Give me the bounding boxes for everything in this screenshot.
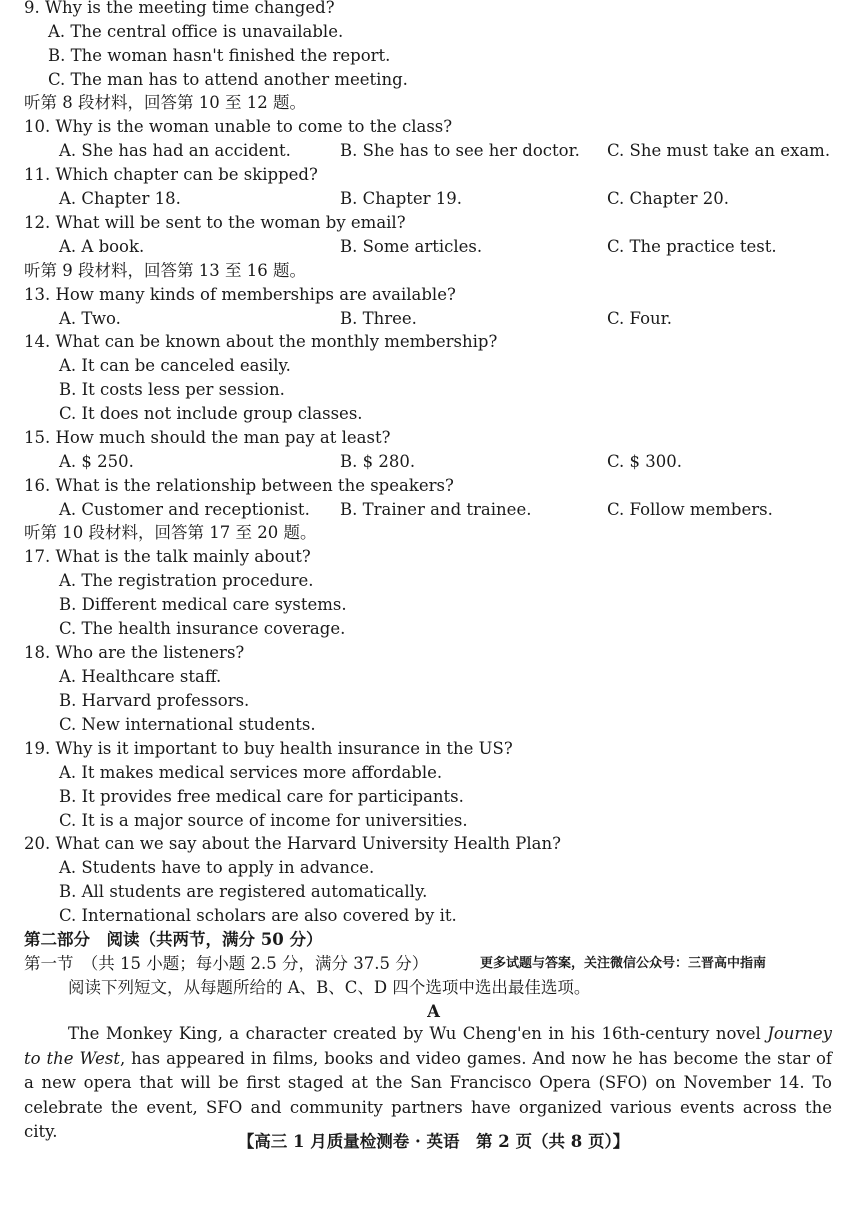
q13-option-b: B. Three.: [340, 309, 417, 328]
wechat-notice: 更多试题与答案，关注微信公众号：三晋高中指南: [480, 956, 767, 971]
passage-text-1: The Monkey King, a character created by Wu Cheng'en in his 16th-century novel: [68, 1024, 768, 1043]
q12-options: [0, 235, 867, 259]
q16-options: [0, 498, 867, 522]
q14-option-a: A. It can be canceled easily.: [59, 356, 291, 375]
q20-option-b: B. All students are registered automatically.: [59, 882, 428, 901]
q10-option-b: B. She has to see her doctor.: [340, 141, 580, 160]
section-9-heading: 听第 9 段材料，回答第 13 至 16 题。: [24, 261, 306, 280]
question-18: 18. Who are the listeners?: [24, 643, 245, 662]
q16-option-a: A. Customer and receptionist.: [59, 500, 310, 519]
passage-label: A: [427, 1002, 440, 1021]
q15-option-c: C. $ 300.: [607, 452, 683, 471]
q16-option-c: C. Follow members.: [607, 500, 773, 519]
passage-text-2: , has appeared in films, books and video games. And now he has become the star of a new opera that will be first staged at the San Francisco Opera (SFO) on November 14. To celebrate the event, SFO and community partners have organized various events across the city.: [24, 1048, 832, 1142]
q14-option-b: B. It costs less per session.: [59, 380, 285, 399]
q10-options: [0, 139, 867, 163]
question-19: 19. Why is it important to buy health insurance in the US?: [24, 739, 513, 758]
question-11: 11. Which chapter can be skipped?: [24, 165, 318, 184]
question-15: 15. How much should the man pay at least?: [24, 428, 391, 447]
q19-option-b: B. It provides free medical care for participants.: [59, 787, 464, 806]
q20-option-c: C. International scholars are also covered by it.: [59, 906, 457, 925]
q14-option-c: C. It does not include group classes.: [59, 404, 363, 423]
novel-title: Journey to the West: [24, 1024, 832, 1068]
q18-option-a: A. Healthcare staff.: [59, 667, 222, 686]
q19-option-a: A. It makes medical services more affordable.: [59, 763, 443, 782]
section-8-heading: 听第 8 段材料，回答第 10 至 12 题。: [24, 93, 306, 112]
q19-option-c: C. It is a major source of income for universities.: [59, 811, 468, 830]
q20-option-a: A. Students have to apply in advance.: [59, 858, 375, 877]
question-10: 10. Why is the woman unable to come to the class?: [24, 117, 453, 136]
q15-options: [0, 450, 867, 474]
q11-option-c: C. Chapter 20.: [607, 189, 729, 208]
section-1-text: 第一节 （共 15 小题；每小题 2.5 分，满分 37.5 分）: [24, 954, 429, 973]
q17-option-b: B. Different medical care systems.: [59, 595, 347, 614]
q11-option-b: B. Chapter 19.: [340, 189, 463, 208]
page-footer: 【高三 1 月质量检测卷 · 英语 第 2 页（共 8 页）】: [237, 1132, 630, 1151]
q18-option-b: B. Harvard professors.: [59, 691, 250, 710]
question-9: 9. Why is the meeting time changed?: [24, 0, 335, 17]
question-14: 14. What can be known about the monthly membership?: [24, 332, 498, 351]
q9-option-a: A. The central office is unavailable.: [48, 22, 344, 41]
q9-option-b: B. The woman hasn't finished the report.: [48, 46, 391, 65]
reading-instruction: 阅读下列短文，从每题所给的 A、B、C、D 四个选项中选出最佳选项。: [68, 978, 591, 997]
q15-option-a: A. $ 250.: [59, 452, 134, 471]
section-10-heading: 听第 10 段材料，回答第 17 至 20 题。: [24, 523, 317, 542]
q9-option-c: C. The man has to attend another meeting.: [48, 70, 408, 89]
question-17: 17. What is the talk mainly about?: [24, 547, 311, 566]
part-2-title: 第二部分 阅读（共两节，满分 50 分）: [24, 930, 323, 949]
question-13: 13. How many kinds of memberships are available?: [24, 285, 456, 304]
q10-option-c: C. She must take an exam.: [607, 141, 831, 160]
question-20: 20. What can we say about the Harvard University Health Plan?: [24, 834, 561, 853]
passage-a: [24, 1022, 832, 1145]
q17-option-a: A. The registration procedure.: [59, 571, 314, 590]
q13-option-c: C. Four.: [607, 309, 672, 328]
q11-option-a: A. Chapter 18.: [59, 189, 181, 208]
passage-a-paragraph-1: [24, 1022, 832, 1145]
q12-option-b: B. Some articles.: [340, 237, 483, 256]
question-12: 12. What will be sent to the woman by email?: [24, 213, 406, 232]
q13-option-a: A. Two.: [59, 309, 121, 328]
question-16: 16. What is the relationship between the speakers?: [24, 476, 454, 495]
q12-option-c: C. The practice test.: [607, 237, 777, 256]
q15-option-b: B. $ 280.: [340, 452, 416, 471]
q13-options: [0, 307, 867, 331]
q16-option-b: B. Trainer and trainee.: [340, 500, 532, 519]
q18-option-c: C. New international students.: [59, 715, 316, 734]
q17-option-c: C. The health insurance coverage.: [59, 619, 346, 638]
q12-option-a: A. A book.: [59, 237, 145, 256]
q11-options: [0, 187, 867, 211]
q10-option-a: A. She has had an accident.: [59, 141, 291, 160]
